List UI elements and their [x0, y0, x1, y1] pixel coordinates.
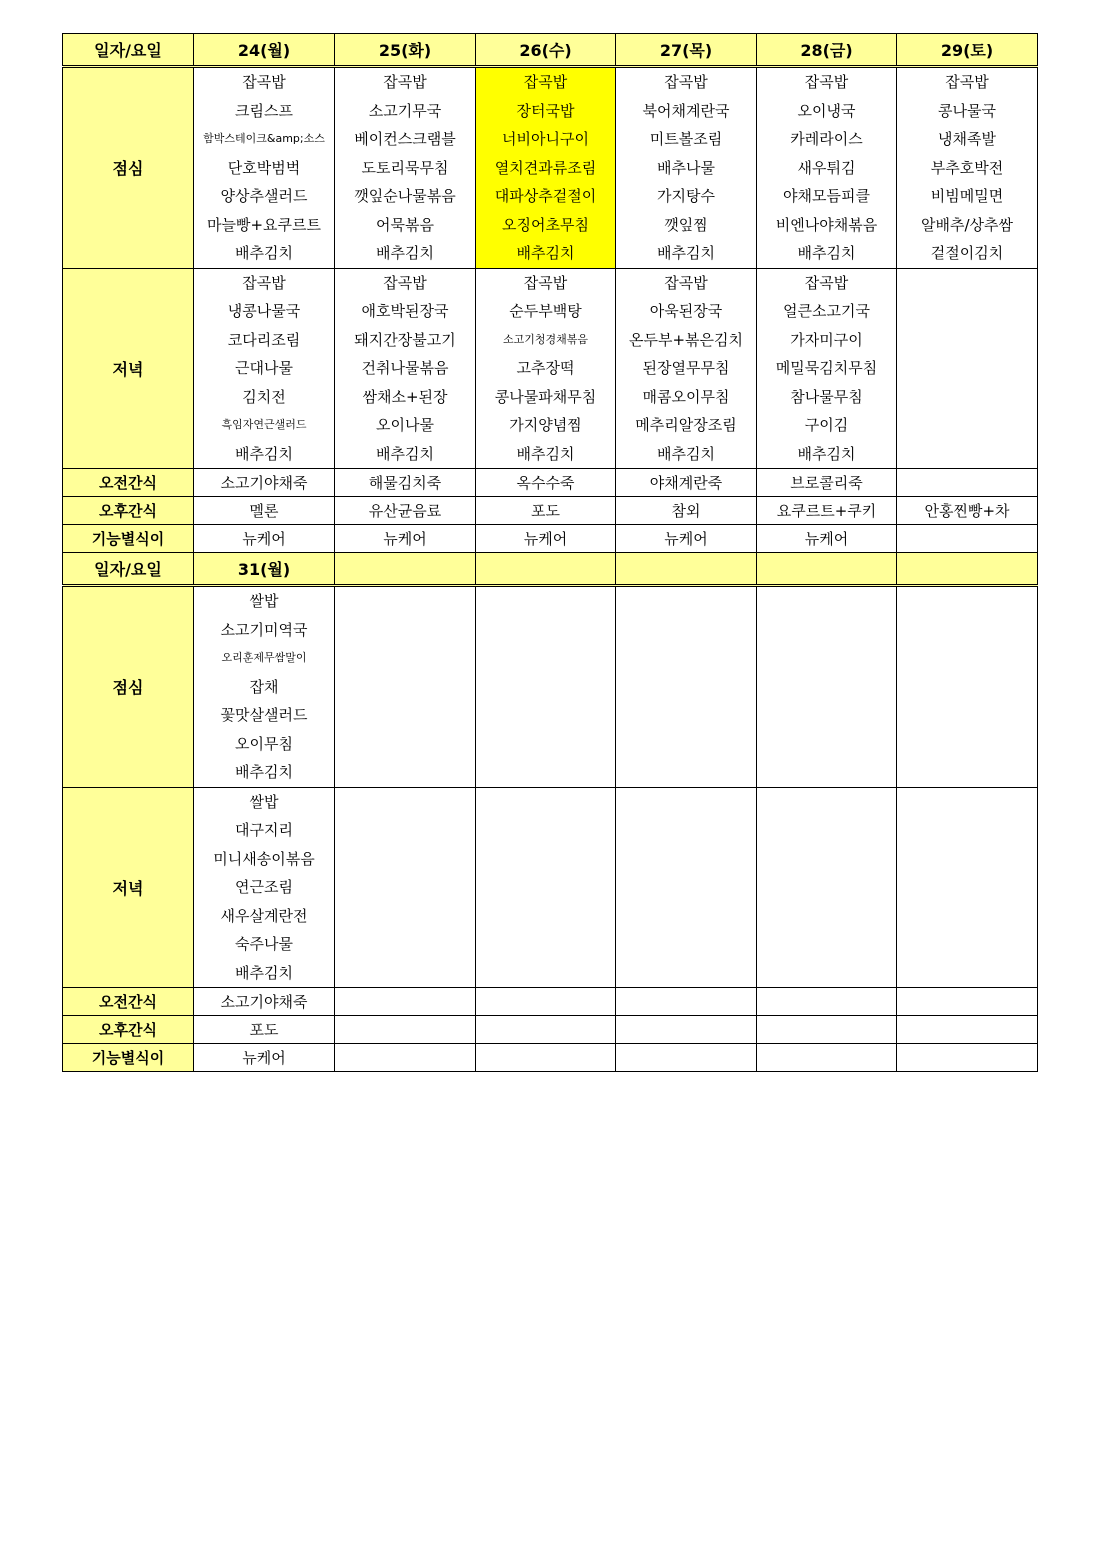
menu-item: [757, 788, 896, 817]
menu-item: [476, 587, 615, 616]
special-diet-cell: 뉴케어: [194, 525, 335, 553]
menu-item: 마늘빵+요쿠르트: [207, 215, 321, 234]
menu-item: 배추김치: [376, 244, 434, 262]
menu-item: 배추나물: [657, 158, 715, 177]
menu-item: 건취나물볶음: [361, 359, 449, 377]
menu-item: [897, 354, 1037, 383]
menu-item: [757, 902, 896, 931]
menu-item: 너비아니구이: [502, 130, 589, 148]
day-header: 27(목): [616, 34, 757, 67]
afternoon-snack-row: [63, 497, 1038, 525]
menu-item: 잡곡밥: [242, 73, 286, 91]
menu-item: 순두부백탕: [509, 302, 582, 320]
day-header: 28(금): [757, 34, 897, 67]
menu-item: 대구지리: [235, 821, 293, 839]
special-diet-row: [63, 1044, 1038, 1072]
menu-item: [335, 644, 475, 673]
menu-item: [897, 930, 1037, 959]
menu-item: 숙주나물: [235, 935, 293, 953]
dinner-day-cell: [757, 787, 897, 988]
menu-item: [616, 788, 756, 817]
morning-snack-cell: [476, 988, 616, 1016]
menu-item: 온두부+볶은김치: [629, 330, 743, 349]
lunch-day-cell: [616, 586, 757, 788]
menu-item: [757, 673, 896, 702]
lunch-label: 점심: [63, 586, 194, 788]
menu-item: 북어채계란국: [642, 101, 730, 120]
lunch-day-cell: [335, 586, 476, 788]
menu-item: 쌀밥: [249, 592, 279, 610]
menu-item: [757, 701, 896, 730]
menu-item: [335, 902, 475, 931]
menu-item: [757, 959, 896, 988]
menu-item: [897, 701, 1037, 730]
menu-item: [335, 930, 475, 959]
menu-item: [476, 758, 615, 787]
morning-snack-cell: [897, 469, 1038, 497]
menu-item: 가자미구이: [790, 330, 863, 349]
dinner-row: [63, 268, 1038, 469]
menu-item: 근대나물: [235, 359, 293, 377]
morning-snack-row: [63, 988, 1038, 1016]
menu-item: 김치전: [242, 387, 286, 406]
afternoon-snack-cell: 포도: [194, 1016, 335, 1044]
morning-snack-cell: 옥수수죽: [476, 469, 616, 497]
menu-item: [476, 701, 615, 730]
menu-item: 참나물무침: [790, 387, 863, 406]
menu-item: [897, 326, 1037, 355]
menu-item: 오리훈제무쌈말이: [221, 651, 307, 664]
menu-item: 배추김치: [235, 963, 293, 982]
menu-item: 잡곡밥: [664, 273, 708, 292]
menu-item: 쌈채소+된장: [362, 387, 448, 406]
menu-item: 깻잎찜: [664, 215, 708, 234]
menu-item: 매콤오이무침: [642, 387, 730, 406]
menu-item: [335, 730, 475, 759]
day-header: [897, 553, 1038, 586]
menu-item: 냉채족발: [938, 130, 996, 148]
menu-item: [616, 587, 756, 616]
special-diet-cell: 뉴케어: [757, 525, 897, 553]
menu-item: 배추김치: [235, 444, 293, 463]
meal-schedule-table: [62, 33, 1038, 1072]
morning-snack-label: 오전간식: [63, 469, 194, 497]
date-day-label: 일자/요일: [63, 34, 194, 67]
menu-item: [897, 269, 1037, 298]
menu-item: [757, 930, 896, 959]
lunch-day-cell: [476, 586, 616, 788]
menu-item: [616, 673, 756, 702]
menu-item: 가지양념찜: [509, 416, 582, 434]
afternoon-snack-cell: [897, 1016, 1038, 1044]
menu-item: [335, 673, 475, 702]
menu-item: [897, 873, 1037, 902]
menu-item: [757, 816, 896, 845]
menu-item: 메추리알장조림: [635, 416, 737, 434]
menu-item: 잡곡밥: [383, 73, 427, 91]
menu-item: [476, 902, 615, 931]
menu-item: [476, 673, 615, 702]
menu-item: [897, 411, 1037, 440]
menu-item: 미트볼조림: [649, 130, 723, 148]
dinner-day-cell: [616, 268, 757, 469]
menu-item: [757, 758, 896, 787]
morning-snack-row: [63, 469, 1038, 497]
menu-item: [757, 873, 896, 902]
dinner-day-cell: [616, 787, 757, 988]
morning-snack-cell: [897, 988, 1038, 1016]
lunch-day-cell: [476, 67, 616, 269]
menu-item: [476, 730, 615, 759]
menu-item: [476, 816, 615, 845]
menu-item: [335, 616, 475, 645]
day-header: 24(월): [194, 34, 335, 67]
special-diet-cell: [616, 1044, 757, 1072]
afternoon-snack-cell: [757, 1016, 897, 1044]
header-row: [63, 34, 1038, 67]
special-diet-cell: [757, 1044, 897, 1072]
menu-item: 깻잎순나물볶음: [354, 187, 456, 205]
special-diet-cell: [335, 1044, 476, 1072]
dinner-day-cell: [897, 787, 1038, 988]
morning-snack-label: 오전간식: [63, 988, 194, 1016]
special-diet-cell: [476, 1044, 616, 1072]
dinner-label: 저녁: [63, 787, 194, 988]
menu-item: [476, 930, 615, 959]
menu-item: [757, 616, 896, 645]
afternoon-snack-row: [63, 1016, 1038, 1044]
menu-item: [897, 959, 1037, 988]
menu-item: [616, 730, 756, 759]
day-header: [335, 553, 476, 586]
menu-item: [335, 788, 475, 817]
special-diet-cell: 뉴케어: [476, 525, 616, 553]
special-diet-cell: [897, 525, 1038, 553]
menu-item: 흑임자연근샐러드: [221, 418, 307, 431]
lunch-day-cell: [616, 67, 757, 269]
menu-item: [757, 644, 896, 673]
dinner-row: [63, 787, 1038, 988]
menu-item: [335, 959, 475, 988]
afternoon-snack-label: 오후간식: [63, 497, 194, 525]
menu-item: [897, 816, 1037, 845]
menu-item: 잡곡밥: [664, 73, 708, 91]
menu-item: 잡곡밥: [523, 73, 568, 91]
menu-item: 대파상추겉절이: [494, 187, 597, 205]
menu-item: [335, 701, 475, 730]
menu-item: 겉절이김치: [930, 244, 1004, 262]
menu-item: 어묵볶음: [376, 215, 434, 234]
afternoon-snack-cell: 포도: [476, 497, 616, 525]
menu-item: 된장열무무침: [642, 359, 730, 377]
dinner-day-cell: [335, 268, 476, 469]
day-header: 31(월): [194, 553, 335, 586]
menu-item: [897, 587, 1037, 616]
lunch-day-cell: [194, 586, 335, 788]
lunch-day-cell: [897, 67, 1038, 269]
day-header: [616, 553, 757, 586]
menu-item: [897, 616, 1037, 645]
afternoon-snack-cell: [616, 1016, 757, 1044]
menu-item: [897, 673, 1037, 702]
menu-item: 배추김치: [235, 244, 293, 262]
menu-item: [897, 297, 1037, 326]
menu-item: 배추김치: [797, 244, 856, 262]
menu-item: 비엔나야채볶음: [775, 215, 878, 234]
menu-item: [476, 873, 615, 902]
menu-item: 잡곡밥: [523, 273, 568, 292]
menu-item: [616, 959, 756, 988]
menu-item: 애호박된장국: [361, 302, 449, 320]
special-diet-cell: 뉴케어: [194, 1044, 335, 1072]
menu-item: 함박스테이크&amp;소스: [203, 132, 325, 145]
day-header: [476, 553, 616, 586]
dinner-day-cell: [476, 787, 616, 988]
menu-item: 배추김치: [516, 444, 575, 463]
menu-item: [897, 845, 1037, 874]
special-diet-cell: [897, 1044, 1038, 1072]
menu-item: 야채모듬피클: [783, 187, 870, 205]
dinner-day-cell: [194, 787, 335, 988]
day-header: 29(토): [897, 34, 1038, 67]
menu-item: 소고기청경채볶음: [502, 332, 588, 346]
menu-item: 소고기무국: [368, 101, 442, 120]
header-row: [63, 553, 1038, 586]
afternoon-snack-cell: [476, 1016, 616, 1044]
menu-item: [757, 587, 896, 616]
menu-item: 양상추샐러드: [220, 187, 308, 205]
menu-item: [897, 383, 1037, 412]
menu-item: [616, 873, 756, 902]
menu-item: 도토리묵무침: [361, 158, 449, 177]
menu-item: 카레라이스: [790, 130, 863, 148]
menu-item: [897, 758, 1037, 787]
menu-item: 구이김: [804, 416, 849, 434]
dinner-day-cell: [476, 268, 616, 469]
menu-item: [335, 587, 475, 616]
lunch-row: [63, 586, 1038, 788]
menu-item: 단호박범벅: [227, 158, 301, 177]
menu-item: [476, 959, 615, 988]
day-header: [757, 553, 897, 586]
menu-item: [616, 902, 756, 931]
lunch-row: [63, 67, 1038, 269]
day-header: 25(화): [335, 34, 476, 67]
menu-item: 메밀묵김치무침: [775, 359, 878, 377]
menu-item: 연근조림: [235, 878, 293, 896]
lunch-day-cell: [757, 586, 897, 788]
menu-item: [335, 873, 475, 902]
menu-item: 오이나물: [376, 416, 434, 434]
menu-item: 잡곡밥: [242, 273, 286, 292]
menu-item: [897, 644, 1037, 673]
menu-item: [897, 730, 1037, 759]
menu-item: 오이냉국: [797, 101, 856, 120]
menu-item: 콩나물국: [938, 101, 996, 120]
dinner-day-cell: [194, 268, 335, 469]
menu-item: [616, 616, 756, 645]
menu-item: 배추김치: [376, 444, 434, 463]
afternoon-snack-label: 오후간식: [63, 1016, 194, 1044]
special-diet-cell: 뉴케어: [335, 525, 476, 553]
menu-item: [757, 845, 896, 874]
menu-item: [616, 930, 756, 959]
menu-item: 잡채: [249, 677, 279, 696]
special-diet-row: [63, 525, 1038, 553]
menu-item: 새우살계란전: [220, 906, 308, 925]
menu-item: 오이무침: [235, 734, 293, 753]
menu-item: 부추호박전: [930, 158, 1004, 177]
morning-snack-cell: 소고기야채죽: [194, 988, 335, 1016]
menu-item: [616, 845, 756, 874]
afternoon-snack-cell: [335, 1016, 476, 1044]
date-day-label: 일자/요일: [63, 553, 194, 586]
morning-snack-cell: 브로콜리죽: [757, 469, 897, 497]
menu-item: [335, 816, 475, 845]
menu-item: 장터국밥: [516, 101, 575, 120]
special-diet-label: 기능별식이: [63, 1044, 194, 1072]
menu-item: 코다리조림: [227, 330, 301, 349]
menu-item: 돼지간장불고기: [354, 330, 456, 349]
menu-item: [476, 788, 615, 817]
dinner-day-cell: [335, 787, 476, 988]
menu-item: 베이컨스크램블: [354, 130, 456, 148]
menu-item: 잡곡밥: [383, 273, 427, 292]
day-header: 26(수): [476, 34, 616, 67]
dinner-day-cell: [757, 268, 897, 469]
afternoon-snack-cell: 유산균음료: [335, 497, 476, 525]
menu-item: 아욱된장국: [649, 302, 723, 320]
menu-item: [616, 758, 756, 787]
lunch-day-cell: [897, 586, 1038, 788]
lunch-day-cell: [757, 67, 897, 269]
menu-item: 오징어초무침: [502, 215, 589, 234]
menu-item: [335, 845, 475, 874]
menu-item: 크림스프: [235, 101, 293, 120]
menu-item: 잡곡밥: [945, 73, 989, 91]
menu-item: 콩나물파채무침: [494, 387, 597, 406]
menu-item: [616, 701, 756, 730]
menu-item: 알배추/상추쌈: [921, 215, 1013, 234]
afternoon-snack-cell: 안홍찐빵+차: [897, 497, 1038, 525]
menu-item: 잡곡밥: [804, 73, 849, 91]
menu-item: [616, 816, 756, 845]
menu-item: 고추장떡: [516, 359, 575, 377]
menu-item: 쌀밥: [249, 792, 279, 811]
lunch-day-cell: [335, 67, 476, 269]
menu-item: 잡곡밥: [804, 273, 849, 292]
menu-item: [476, 644, 615, 673]
menu-item: 새우튀김: [797, 158, 856, 177]
menu-item: 냉콩나물국: [227, 302, 301, 320]
menu-item: 가지탕수: [657, 187, 715, 205]
menu-item: 배추김치: [657, 444, 715, 463]
afternoon-snack-cell: 멜론: [194, 497, 335, 525]
menu-item: [335, 758, 475, 787]
menu-item: [616, 644, 756, 673]
dinner-day-cell: [897, 268, 1038, 469]
menu-item: 미니새송이볶음: [213, 849, 315, 868]
morning-snack-cell: [335, 988, 476, 1016]
menu-item: 배추김치: [235, 763, 293, 781]
menu-item: [757, 730, 896, 759]
morning-snack-cell: 야채계란죽: [616, 469, 757, 497]
menu-item: 얼큰소고기국: [783, 302, 870, 320]
dinner-label: 저녁: [63, 268, 194, 469]
menu-item: 배추김치: [797, 444, 856, 463]
lunch-day-cell: [194, 67, 335, 269]
morning-snack-cell: 해물김치죽: [335, 469, 476, 497]
menu-item: 꽃맛살샐러드: [220, 706, 308, 724]
menu-item: 열치견과류조림: [494, 158, 597, 177]
menu-item: 배추김치: [657, 244, 715, 262]
menu-item: 배추김치: [516, 244, 575, 262]
morning-snack-cell: [757, 988, 897, 1016]
afternoon-snack-cell: 참외: [616, 497, 757, 525]
menu-item: 소고기미역국: [220, 620, 308, 639]
menu-item: [476, 845, 615, 874]
special-diet-label: 기능별식이: [63, 525, 194, 553]
morning-snack-cell: [616, 988, 757, 1016]
special-diet-cell: 뉴케어: [616, 525, 757, 553]
menu-item: [897, 440, 1037, 469]
menu-item: 비빔메밀면: [930, 187, 1004, 205]
lunch-label: 점심: [63, 67, 194, 269]
menu-item: [897, 788, 1037, 817]
afternoon-snack-cell: 요쿠르트+쿠키: [757, 497, 897, 525]
morning-snack-cell: 소고기야채죽: [194, 469, 335, 497]
menu-item: [476, 616, 615, 645]
menu-item: [897, 902, 1037, 931]
